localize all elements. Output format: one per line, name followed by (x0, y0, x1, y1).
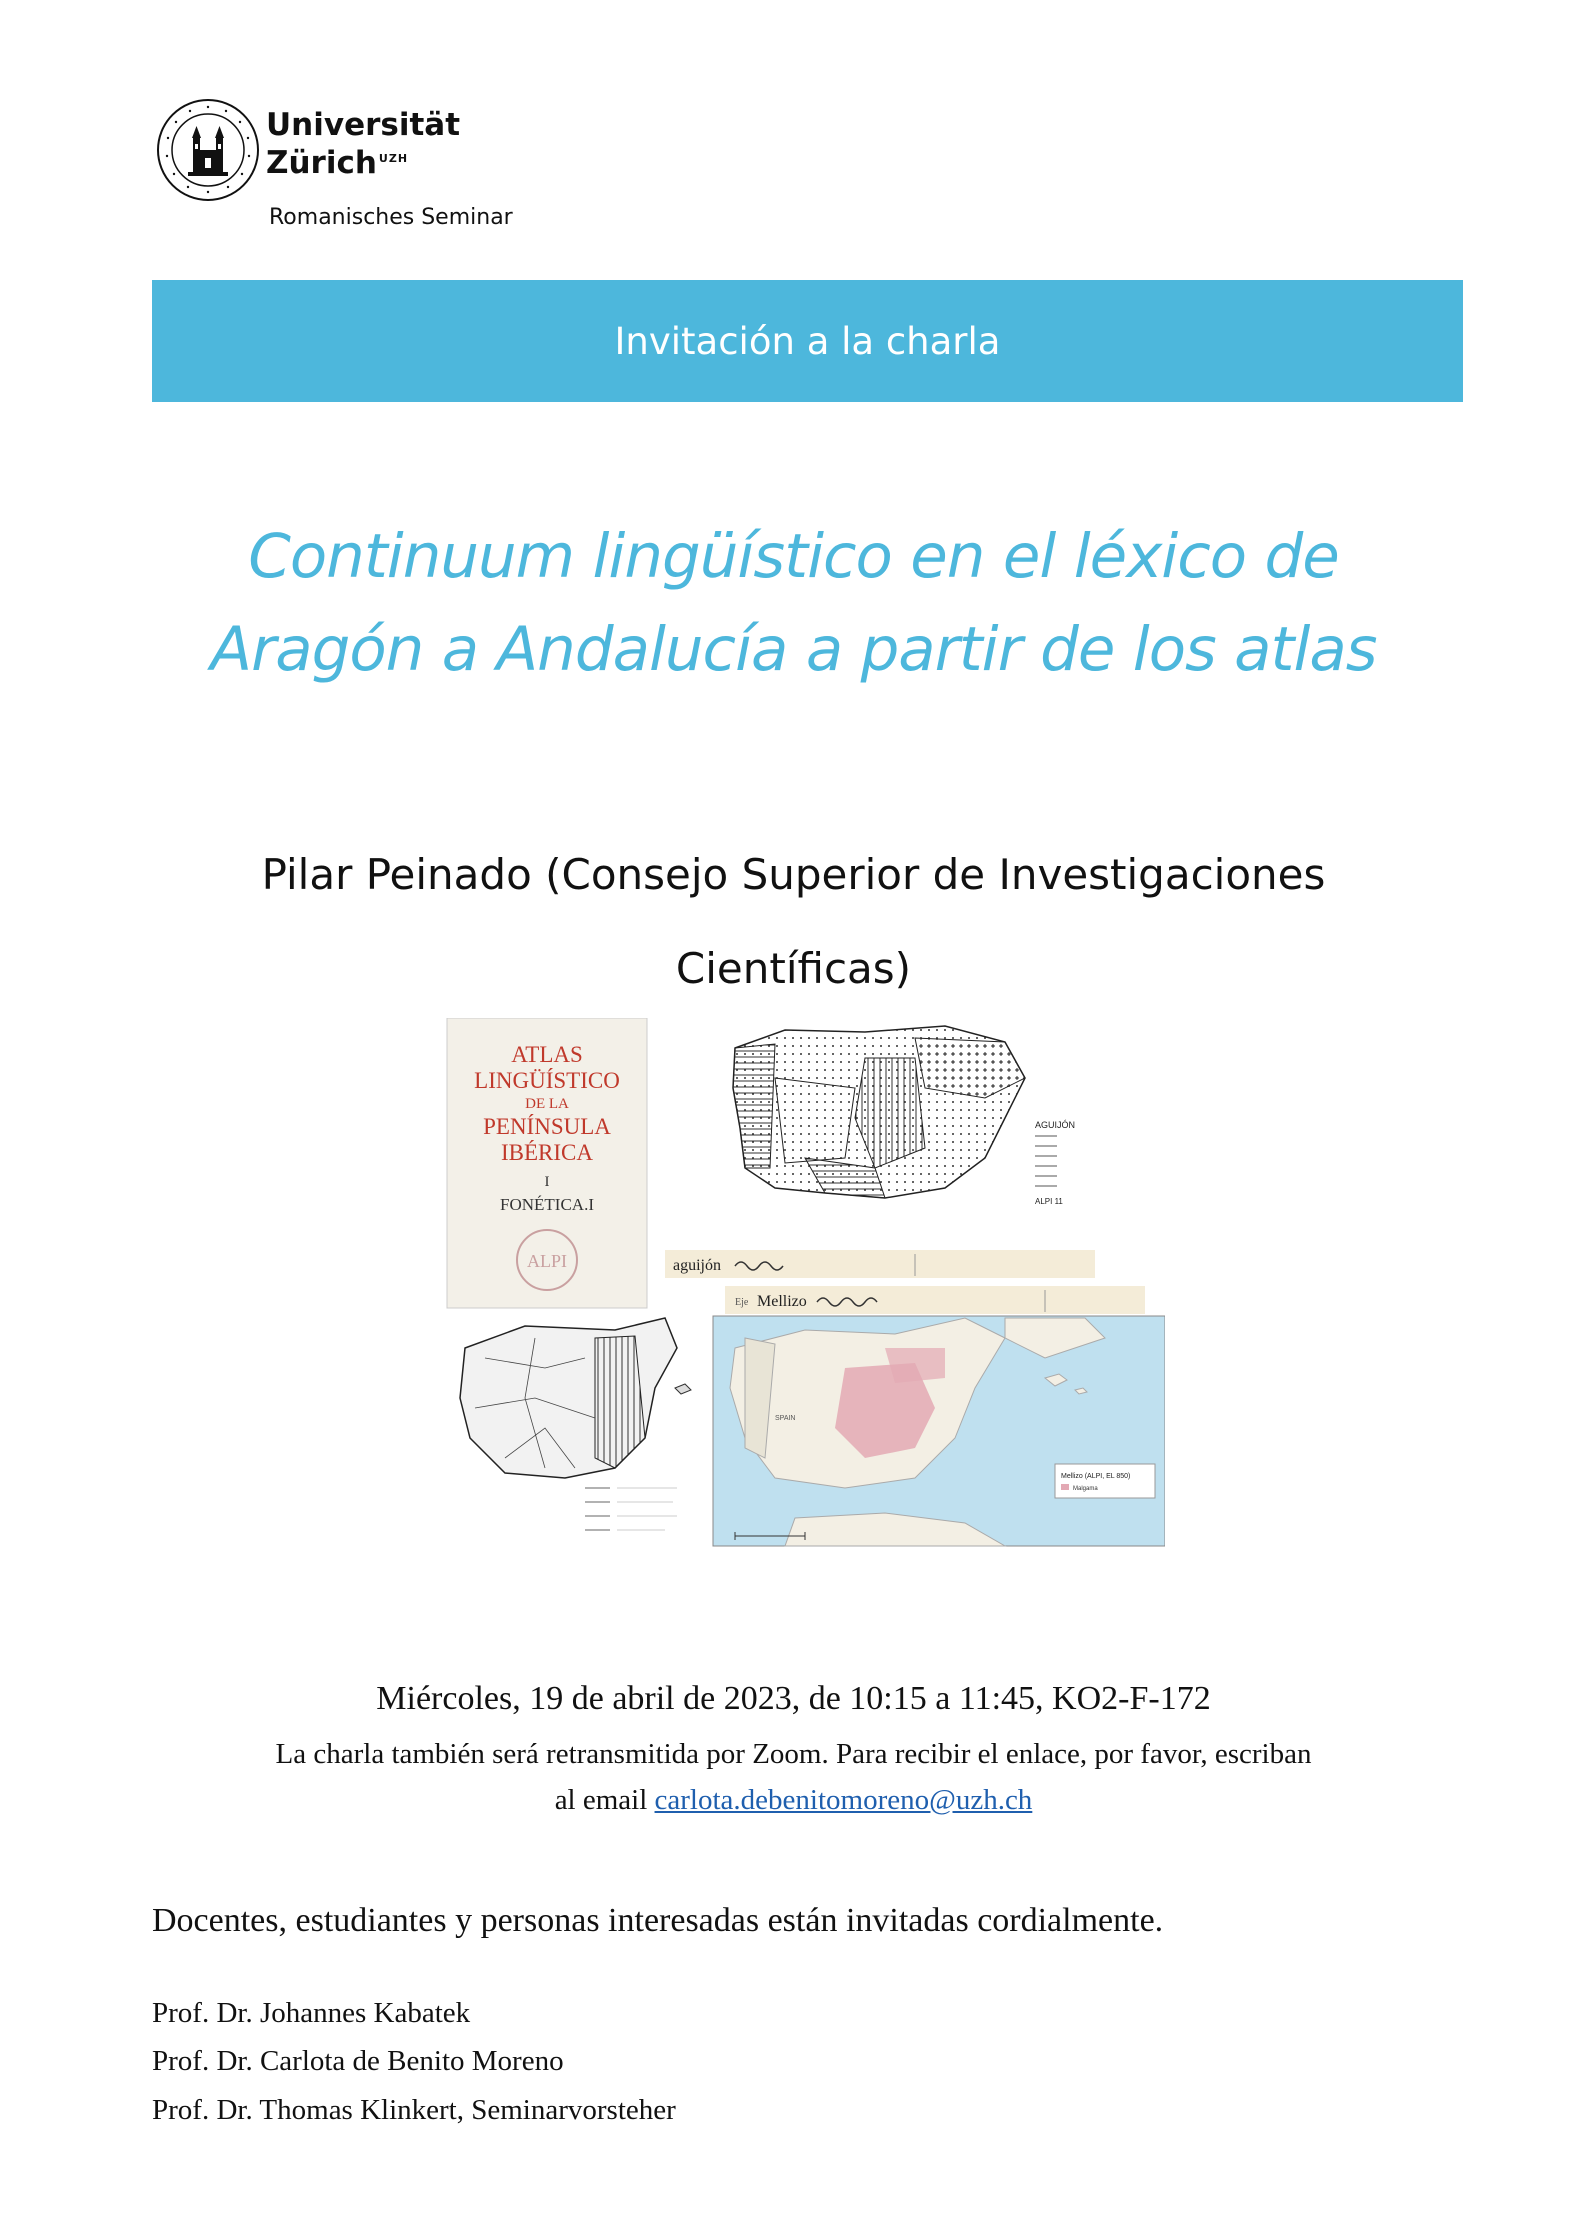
book-title-line4: PENÍNSULA (483, 1114, 611, 1139)
talk-title (100, 510, 1487, 696)
book-title-line1: ATLAS (511, 1042, 583, 1067)
invitation-text: Docentes, estudiantes y personas interesadas están invitadas cordialmente. (152, 1902, 1164, 1939)
university-name-line2: Zürich $^{UZH}$ (266, 145, 409, 181)
atlas-book-cover (447, 1018, 647, 1308)
talk-title-line2: Aragón a Andalucía a partir de los atlas (210, 614, 1377, 685)
mellizo-transcription-strip (725, 1286, 1145, 1314)
strip2-word: Mellizo (757, 1293, 807, 1310)
uzh-seal-logo (156, 98, 260, 202)
aguijon-transcription-strip (665, 1250, 1095, 1278)
atlas-collage-image (445, 1018, 1165, 1548)
speaker-line1: Pilar Peinado (Consejo Superior de Investigaciones (261, 850, 1326, 899)
talk-title-line1: Continuum lingüístico en el léxico de (248, 521, 1339, 592)
zoom-info-prefix: al email (554, 1784, 655, 1816)
aguijon-dialect-map (727, 1018, 1075, 1210)
map-legend-title: AGUIJÓN (1035, 1120, 1076, 1130)
map-label-spain: SPAIN (775, 1415, 796, 1422)
map-legend-footer: ALPI 11 (1035, 1197, 1063, 1206)
book-volume-number: I (544, 1174, 550, 1190)
invitation-banner (152, 280, 1463, 402)
map2-legend-title: Mellizo (ALPI, EL 850) (1061, 1473, 1131, 1480)
regional-boundary-map (445, 1316, 691, 1548)
strip2-prefix: Eje (735, 1297, 749, 1308)
book-title-line5: IBÉRICA (501, 1140, 593, 1165)
banner-title: Invitación a la charla (614, 319, 1001, 363)
speaker-line2: Científicas) (675, 944, 912, 993)
department-name: Romanisches Seminar (269, 205, 513, 230)
organizer-2: Prof. Dr. Carlota de Benito Moreno (152, 2045, 564, 2077)
email-link[interactable]: carlota.debenitomoreno@uzh.ch (654, 1784, 1033, 1816)
event-date-location: Miércoles, 19 de abril de 2023, de 10:15 a 11:45, KO2-F-172 (376, 1680, 1211, 1717)
uzh-superscript: UZH (378, 151, 409, 165)
university-name-line1: Universität (266, 107, 461, 143)
zoom-info-line2 (100, 1784, 1487, 1817)
strip1-word: aguijón (673, 1257, 721, 1274)
zoom-info-line1: La charla también será retransmitida por Zoom. Para recibir el enlace, por favor, escriban (275, 1738, 1312, 1770)
mellizo-color-map (713, 1316, 1165, 1546)
book-title-line3: DE LA (525, 1096, 569, 1112)
map2-legend-sub: Malgama (1073, 1486, 1098, 1492)
book-seal-text: ALPI (527, 1251, 567, 1271)
organizer-3: Prof. Dr. Thomas Klinkert, Seminarvorsteher (152, 2094, 676, 2126)
book-volume-title: FONÉTICA.I (500, 1195, 594, 1214)
organizer-1: Prof. Dr. Johannes Kabatek (152, 1997, 471, 2029)
speaker (100, 828, 1487, 1016)
book-title-line2: LINGÜÍSTICO (474, 1068, 620, 1093)
